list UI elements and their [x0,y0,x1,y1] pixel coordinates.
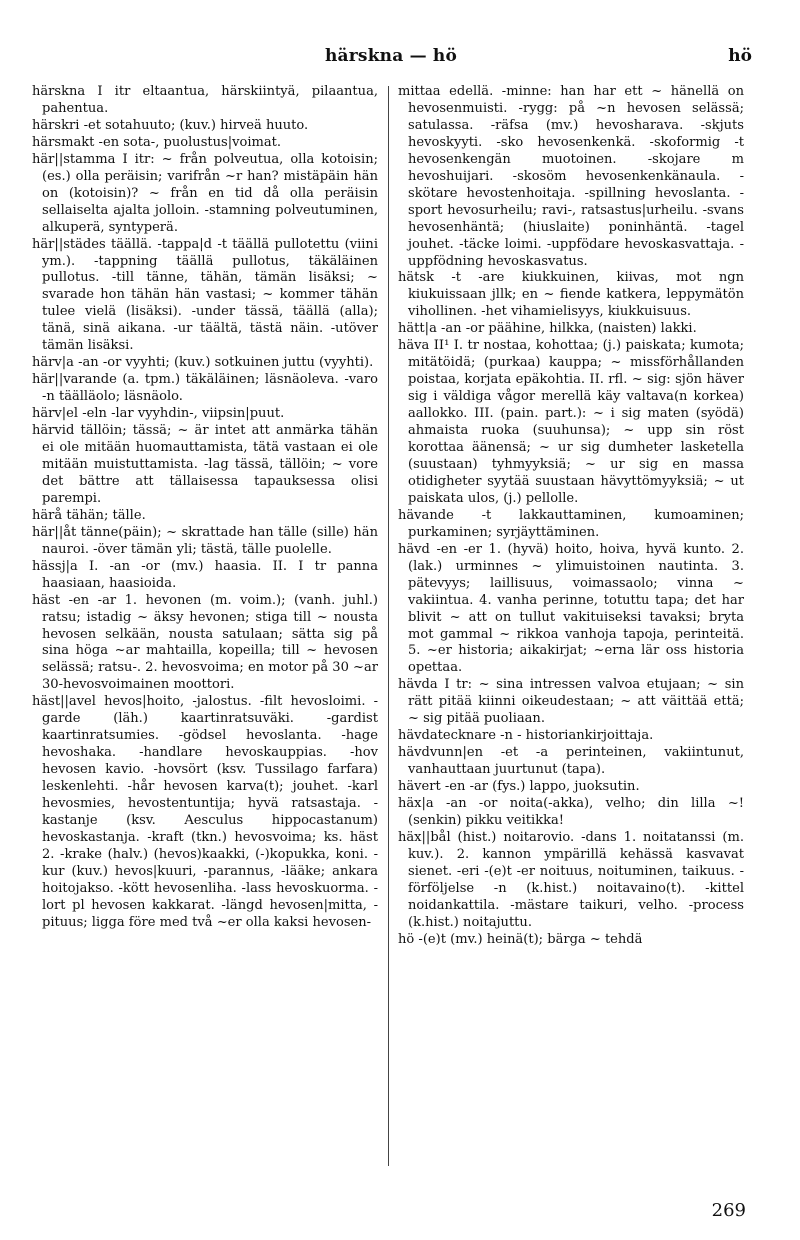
dictionary-entry: hävande -t lakkauttaminen, kumoaminen; purkaminen; syrjäyttäminen. [398,507,744,540]
dictionary-entry: häx|a -an -or noita(-akka), velho; din lilla ~! (senkin) pikku veitikka! [398,796,744,828]
dictionary-entry: hävda I tr: ~ sina intressen valvoa etujaan; ~ sin rätt pitää kiinni oikeudestaan; ~ att väittää että; ~ sig pitää puoliaan. [398,677,744,727]
page-number: 269 [711,1200,746,1221]
dictionary-entry: här||åt tänne(päin); ~ skrattade han tälle (sille) hän nauroi. -över tämän yli; tästä, tälle puolelle. [32,524,378,557]
guide-word: hö [728,46,752,66]
dictionary-entry: härskna I itr eltaantua, härskiintyä, pilaantua, pahentua. [32,84,378,116]
column-divider [388,86,389,1166]
right-column [398,84,744,949]
dictionary-columns [32,84,748,1180]
dictionary-entry: härv|el -eln -lar vyyhdin-, viipsin|puut. [32,406,285,422]
dictionary-entry: härå tähän; tälle. [32,507,146,523]
dictionary-entry: hö -(e)t (mv.) heinä(t); bärga ~ tehdä [398,931,643,947]
dictionary-entry: här||varande (a. tpm.) täkäläinen; läsnäoleva. -varo -n täälläolo; läsnäolo. [32,372,378,405]
dictionary-entry: härv|a -an -or vyyhti; (kuv.) sotkuinen juttu (vyyhti). [32,355,374,371]
running-header [30,46,752,76]
dictionary-entry: häst -en -ar 1. hevonen (m. voim.); (vanh. juhl.) ratsu; istadig ~ äksy hevonen; stiga till ~ nousta hevosen selkään, nousta satulaan; sätta sig på sina höga ~ar mahtailla, kopeilla; till ~ hevosen selässä; ratsu-. 2. hevosvoima; en motor på 30 ~ar 30-hevosvoimainen moottori. [32,592,378,693]
dictionary-entry: mittaa edellä. -minne: han har ett ~ hänellä on hevosenmuisti. -rygg: på ~n hevosen selässä; satulassa. -räfsa (mv.) hevosharava. -skjuts hevoskyyti. -sko hevosenkenkä. -skoformig -t hevosenkengän muotoinen. -skojare m hevoshuijari. -skosöm hevosenkenkänaula. -skötare hevostenhoitaja. -spillning hevoslanta. -sport hevosurheilu; ravi-, ratsastus|urheilu. -svans hevosenhäntä; (hiuslaite) poninhäntä. -tagel jouhet. -täcke loimi. -uppfödare hevoskasvattaja. -uppfödning hevoskasvatus. [398,84,744,269]
running-head: härskna — hö [325,46,457,66]
dictionary-entry: hävert -en -ar (fys.) lappo, juoksutin. [398,779,640,795]
dictionary-entry: hävdatecknare -n - historiankirjoittaja. [398,728,654,744]
dictionary-entry: häva II¹ I. tr nostaa, kohottaa; (j.) paiskata; kumota; mitätöidä; (purkaa) kauppa; ~ missförhållanden poistaa, korjata epäkohtia. II. rfl. ~ sig: sjön häver sig i väldiga vågor merellä käy valtava(n korkea) aallokko. III. (pain. part.): ~ i sig maten (syödä) ahmaista ruoka (suuhunsa); ~ upp sin röst korottaa äänensä; ~ ur sig dumheter lasketella (suustaan) tyhmyyksiä; ~ ur sig en massa otidigheter syytää suustaan hävyttömyyksiä; ~ ut paiskata ulos, (j.) pellolle. [398,338,744,506]
dictionary-entry: hävd -en -er 1. (hyvä) hoito, hoiva, hyvä kunto. 2. (lak.) urminnes ~ ylimuistoinen nautinta. 3. pätevyys; laillisuus, voimassaolo; vinna ~ vakiintua. 4. vanha perinne, totuttu tapa; det har blivit ~ att on tullut vakituiseksi tavaksi; bryta mot gammal ~ rikkoa vanhoja tapoja, perinteitä. 5. ~er historia; aikakirjat; ~erna lär oss historia opettaa. [398,541,744,676]
dictionary-entry: hätt|a -an -or päähine, hilkka, (naisten) lakki. [398,321,697,337]
dictionary-entry: hässj|a I. -an -or (mv.) haasia. II. I tr panna haasiaan, haasioida. [32,558,378,591]
left-column [32,84,378,932]
dictionary-entry: härskri -et sotahuuto; (kuv.) hirveä huuto. [32,117,309,133]
dictionary-entry: hätsk -t -are kiukkuinen, kiivas, mot ngn kiukuissaan jllk; en ~ fiende katkera, leppymätön vihollinen. -het vihamielisyys, kiukkuisuus. [398,270,744,320]
dictionary-entry: härvid tällöin; tässä; ~ är intet att anmärka tähän ei ole mitään huomauttamista, tätä vastaan ei ole mitään muistuttamista. -lag tässä, tällöin; ~ vore det bättre att tällaisessa tapauksessa olisi parempi. [32,423,378,506]
dictionary-entry: här||stamma I itr: ~ från polveutua, olla kotoisin; (es.) olla peräisin; varifrån ~r han? mistäpäin hän on (kotoisin)? ~ från en tid då olla peräisin sellaiselta ajalta jolloin. -stamning polveutuminen, alkuperä, syntyperä. [32,151,378,235]
dictionary-entry: hävdvunn|en -et -a perinteinen, vakiintunut, vanhauttaan juurtunut (tapa). [398,745,744,778]
dictionary-entry: här||städes täällä. -tappa|d -t täällä pullotettu (viini ym.). -tappning täällä pullotus, täkäläinen pullotus. -till tänne, tähän, tämän lisäksi; ~ svarade hon tähän hän vastasi; ~ kommer tähän tulee vielä (lisäksi). -under tässä, täällä (alla); tänä, sinä aikana. -ur täältä, tästä näin. -utöver tämän lisäksi. [32,236,378,354]
dictionary-entry: häst||avel hevos|hoito, -jalostus. -filt hevosloimi. -garde (läh.) kaartinratsuväki. -gardist kaartinratsumies. -gödsel hevoslanta. -hage hevoshaka. -handlare hevoskauppias. -hov hevosen kavio. -hovsört (ksv. Tussilago farfara) leskenlehti. -hår hevosen karva(t); jouhet. -karl hevosmies, hevostentuntija; hyvä ratsastaja. -kastanje (ksv. Aesculus hippocastanum) hevoskastanja. -kraft (tkn.) hevosvoima; ks. häst 2. -krake (halv.) (hevos)kaakki, (-)kopukka, koni. -kur (kuv.) hevos|kuuri, -parannus, -lääke; ankara hoitojakso. -kött hevosenliha. -lass hevoskuorma. -lort pl hevosen kakkarat. -längd hevosen|mitta, -pituus; ligga före med två ~er olla kaksi hevosen- [32,694,378,930]
dictionary-entry: härsmakt -en sota-, puolustus|voimat. [32,134,282,150]
dictionary-entry: häx||bål (hist.) noitarovio. -dans 1. noitatanssi (m. kuv.). 2. kannon ympärillä kehässä kasvavat sienet. -eri -(e)t -er noituus, noituminen, taikuus. -förföljelse -n (k.hist.) noitavaino(t). -kittel noidankattila. -mästare taikuri, velho. -process (k.hist.) noitajuttu. [398,829,744,930]
